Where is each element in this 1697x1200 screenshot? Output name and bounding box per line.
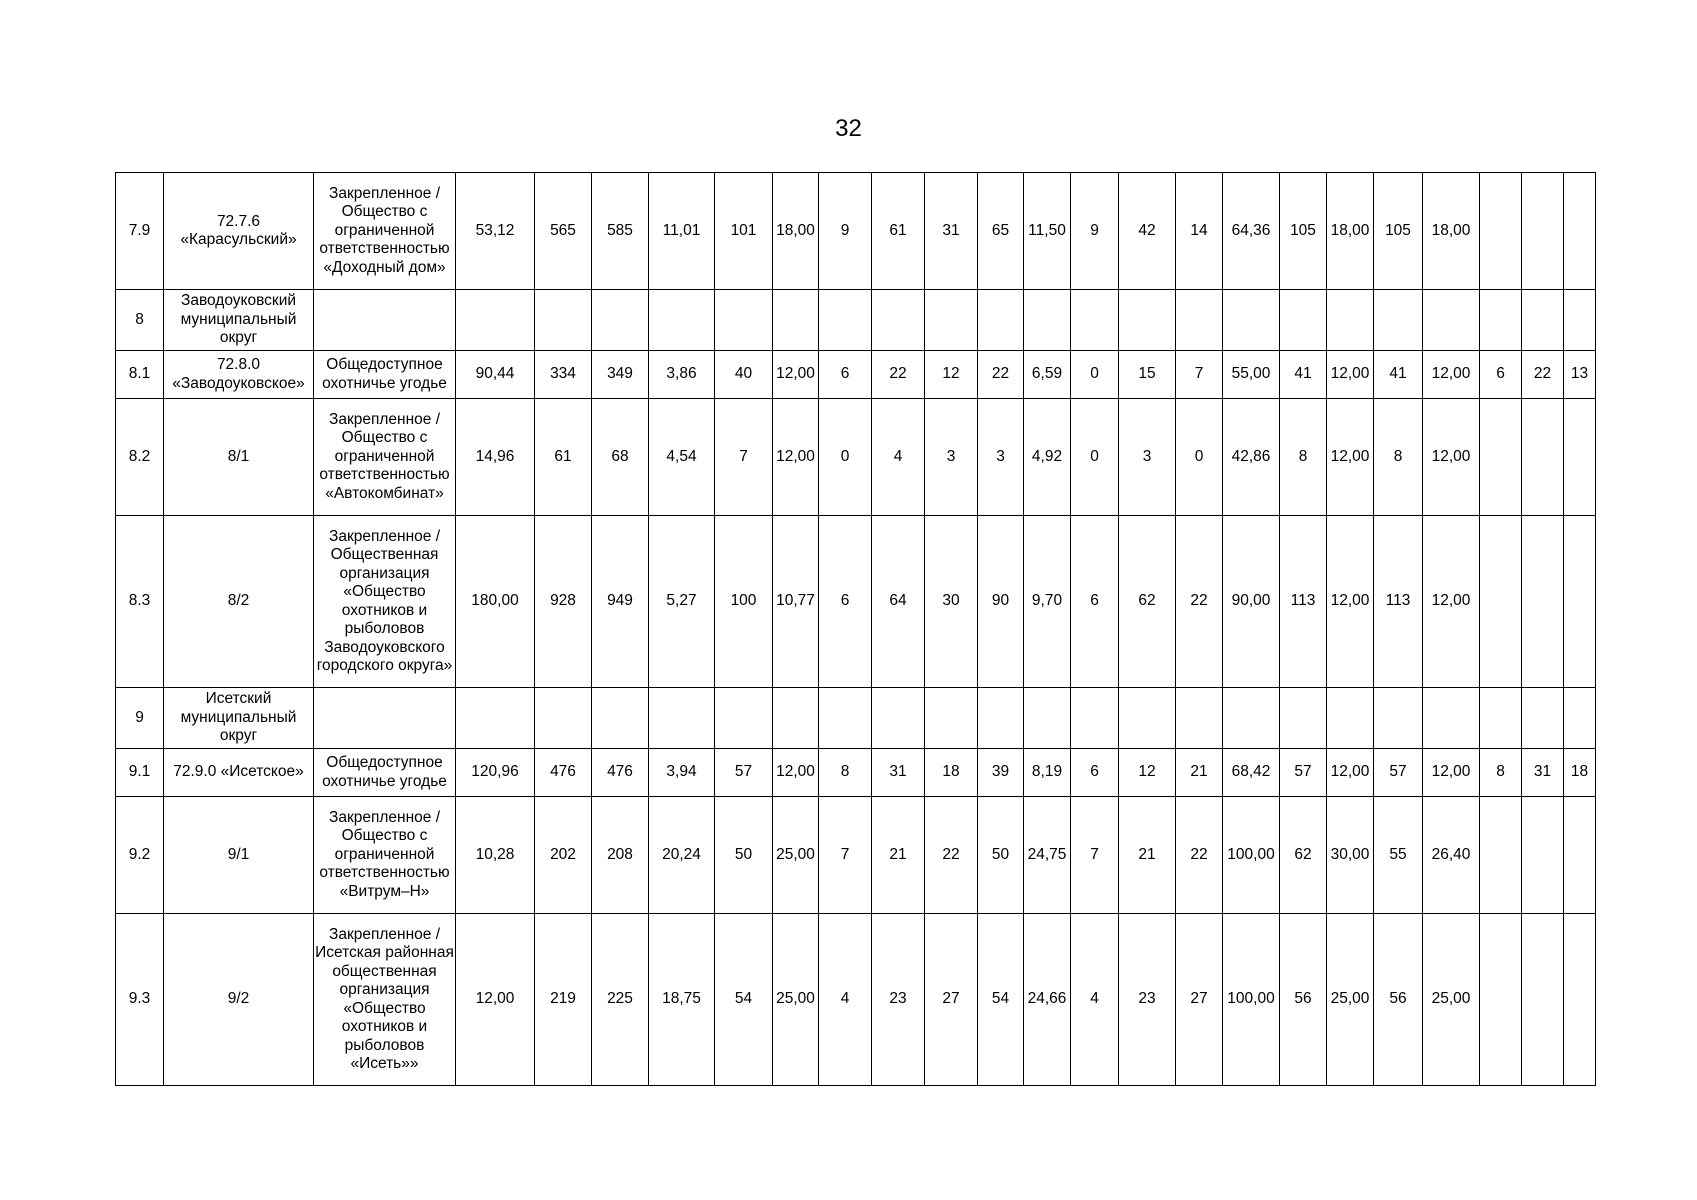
value-cell: 101 [715, 173, 773, 290]
value-cell: 219 [535, 914, 592, 1086]
value-cell: 100,00 [1223, 797, 1280, 914]
value-cell: 20,24 [649, 797, 715, 914]
value-cell: 64 [872, 516, 925, 688]
value-cell [1176, 290, 1223, 351]
value-cell [1223, 688, 1280, 749]
value-cell [715, 290, 773, 351]
value-cell [1423, 688, 1480, 749]
value-cell: 12,00 [1327, 516, 1374, 688]
value-cell: 0 [1071, 399, 1119, 516]
value-cell: 22 [1522, 351, 1564, 399]
value-cell: 4,54 [649, 399, 715, 516]
value-cell: 12,00 [773, 351, 819, 399]
value-cell: 0 [1176, 399, 1223, 516]
value-cell: 12,00 [1423, 351, 1480, 399]
value-cell: 3,86 [649, 351, 715, 399]
value-cell: 11,50 [1024, 173, 1071, 290]
value-cell: 949 [592, 516, 649, 688]
value-cell: 7 [819, 797, 872, 914]
value-cell: 12,00 [1423, 399, 1480, 516]
value-cell: 12,00 [456, 914, 535, 1086]
value-cell [1522, 688, 1564, 749]
row-number-cell: 7.9 [116, 173, 164, 290]
value-cell: 61 [872, 173, 925, 290]
value-cell: 334 [535, 351, 592, 399]
value-cell: 12 [1119, 749, 1176, 797]
value-cell: 62 [1280, 797, 1327, 914]
value-cell: 8 [819, 749, 872, 797]
value-cell [1176, 688, 1223, 749]
value-cell [456, 290, 535, 351]
table-row [116, 173, 1596, 290]
value-cell: 24,66 [1024, 914, 1071, 1086]
value-cell: 12,00 [1327, 399, 1374, 516]
ground-type-cell: Закрепленное / Исетская районная общественная организация «Общество охотников и рыболовов «Исеть»» [314, 914, 456, 1086]
value-cell [925, 290, 978, 351]
value-cell [1522, 399, 1564, 516]
value-cell [1564, 173, 1596, 290]
value-cell: 57 [1374, 749, 1423, 797]
value-cell: 9 [1071, 173, 1119, 290]
table-row [116, 351, 1596, 399]
value-cell: 105 [1374, 173, 1423, 290]
value-cell: 120,96 [456, 749, 535, 797]
value-cell: 225 [592, 914, 649, 1086]
value-cell: 113 [1280, 516, 1327, 688]
value-cell: 68 [592, 399, 649, 516]
value-cell: 30,00 [1327, 797, 1374, 914]
value-cell [978, 688, 1024, 749]
value-cell [1071, 688, 1119, 749]
value-cell: 21 [1119, 797, 1176, 914]
value-cell [1522, 797, 1564, 914]
value-cell: 18,00 [1423, 173, 1480, 290]
value-cell: 41 [1374, 351, 1423, 399]
value-cell [773, 688, 819, 749]
row-number-cell: 9.3 [116, 914, 164, 1086]
value-cell [1564, 290, 1596, 351]
value-cell: 42 [1119, 173, 1176, 290]
value-cell [1564, 797, 1596, 914]
value-cell: 4 [1071, 914, 1119, 1086]
ground-name-cell: 9/1 [164, 797, 314, 914]
value-cell: 31 [872, 749, 925, 797]
value-cell [1480, 914, 1522, 1086]
value-cell: 24,75 [1024, 797, 1071, 914]
value-cell: 23 [1119, 914, 1176, 1086]
value-cell: 25,00 [773, 914, 819, 1086]
ground-type-cell: Закрепленное / Общество с ограниченной ответственностью «Доходный дом» [314, 173, 456, 290]
value-cell: 928 [535, 516, 592, 688]
value-cell: 12,00 [773, 399, 819, 516]
value-cell [978, 290, 1024, 351]
value-cell: 476 [535, 749, 592, 797]
value-cell: 7 [715, 399, 773, 516]
value-cell: 7 [1071, 797, 1119, 914]
hunting-grounds-table [115, 172, 1596, 1086]
value-cell [1024, 688, 1071, 749]
value-cell: 25,00 [773, 797, 819, 914]
ground-name-cell: 8/2 [164, 516, 314, 688]
value-cell [649, 290, 715, 351]
value-cell [819, 688, 872, 749]
value-cell [1480, 290, 1522, 351]
table-row [116, 749, 1596, 797]
value-cell: 90 [978, 516, 1024, 688]
page-number: 32 [835, 115, 862, 142]
value-cell [535, 688, 592, 749]
value-cell: 57 [1280, 749, 1327, 797]
value-cell: 14 [1176, 173, 1223, 290]
value-cell: 30 [925, 516, 978, 688]
value-cell: 4,92 [1024, 399, 1071, 516]
value-cell [872, 688, 925, 749]
ground-name-cell: Заводоуковский муниципальный округ [164, 290, 314, 351]
value-cell: 57 [715, 749, 773, 797]
table-row [116, 797, 1596, 914]
value-cell: 8 [1374, 399, 1423, 516]
value-cell [1119, 688, 1176, 749]
value-cell: 180,00 [456, 516, 535, 688]
value-cell: 54 [715, 914, 773, 1086]
value-cell [1374, 290, 1423, 351]
row-number-cell: 8.1 [116, 351, 164, 399]
value-cell [1480, 399, 1522, 516]
ground-type-cell: Закрепленное / Общество с ограниченной ответственностью «Витрум–Н» [314, 797, 456, 914]
table-row [116, 290, 1596, 351]
value-cell: 6 [819, 516, 872, 688]
value-cell: 9,70 [1024, 516, 1071, 688]
value-cell: 54 [978, 914, 1024, 1086]
value-cell [1564, 516, 1596, 688]
value-cell: 50 [715, 797, 773, 914]
value-cell [592, 290, 649, 351]
value-cell: 0 [819, 399, 872, 516]
ground-name-cell: 9/2 [164, 914, 314, 1086]
value-cell: 25,00 [1327, 914, 1374, 1086]
value-cell: 64,36 [1223, 173, 1280, 290]
value-cell [1564, 914, 1596, 1086]
value-cell: 12 [925, 351, 978, 399]
value-cell: 202 [535, 797, 592, 914]
value-cell [715, 688, 773, 749]
ground-type-cell [314, 290, 456, 351]
value-cell [1223, 290, 1280, 351]
value-cell [819, 290, 872, 351]
value-cell: 22 [1176, 516, 1223, 688]
value-cell [1374, 688, 1423, 749]
row-number-cell: 9 [116, 688, 164, 749]
value-cell: 113 [1374, 516, 1423, 688]
value-cell: 6 [1071, 516, 1119, 688]
value-cell: 22 [872, 351, 925, 399]
value-cell: 55,00 [1223, 351, 1280, 399]
value-cell [535, 290, 592, 351]
value-cell [1280, 688, 1327, 749]
value-cell [1522, 516, 1564, 688]
row-number-cell: 9.2 [116, 797, 164, 914]
value-cell [1327, 688, 1374, 749]
value-cell: 14,96 [456, 399, 535, 516]
value-cell: 50 [978, 797, 1024, 914]
value-cell: 105 [1280, 173, 1327, 290]
row-number-cell: 8.3 [116, 516, 164, 688]
row-number-cell: 8.2 [116, 399, 164, 516]
value-cell: 6,59 [1024, 351, 1071, 399]
ground-name-cell: 72.7.6 «Карасульский» [164, 173, 314, 290]
table-row [116, 399, 1596, 516]
value-cell: 18,75 [649, 914, 715, 1086]
value-cell: 27 [925, 914, 978, 1086]
table-row [116, 688, 1596, 749]
value-cell: 3 [1119, 399, 1176, 516]
value-cell: 27 [1176, 914, 1223, 1086]
value-cell: 3 [978, 399, 1024, 516]
value-cell: 22 [925, 797, 978, 914]
value-cell: 56 [1374, 914, 1423, 1086]
value-cell [1024, 290, 1071, 351]
value-cell: 4 [872, 399, 925, 516]
value-cell: 18,00 [773, 173, 819, 290]
value-cell: 68,42 [1223, 749, 1280, 797]
value-cell [1522, 173, 1564, 290]
value-cell [1280, 290, 1327, 351]
value-cell: 62 [1119, 516, 1176, 688]
ground-type-cell: Общедоступное охотничье угодье [314, 351, 456, 399]
value-cell: 23 [872, 914, 925, 1086]
value-cell: 53,12 [456, 173, 535, 290]
value-cell: 5,27 [649, 516, 715, 688]
value-cell: 476 [592, 749, 649, 797]
value-cell: 90,44 [456, 351, 535, 399]
value-cell: 3,94 [649, 749, 715, 797]
value-cell: 26,40 [1423, 797, 1480, 914]
value-cell: 61 [535, 399, 592, 516]
value-cell [1480, 688, 1522, 749]
value-cell [1480, 516, 1522, 688]
value-cell: 12,00 [1327, 749, 1374, 797]
value-cell [1564, 688, 1596, 749]
value-cell: 565 [535, 173, 592, 290]
ground-name-cell: Исетский муниципальный округ [164, 688, 314, 749]
value-cell [456, 688, 535, 749]
value-cell [925, 688, 978, 749]
ground-type-cell: Закрепленное / Общество с ограниченной ответственностью «Автокомбинат» [314, 399, 456, 516]
ground-type-cell: Общедоступное охотничье угодье [314, 749, 456, 797]
value-cell: 39 [978, 749, 1024, 797]
value-cell: 41 [1280, 351, 1327, 399]
value-cell: 42,86 [1223, 399, 1280, 516]
value-cell: 0 [1071, 351, 1119, 399]
value-cell: 56 [1280, 914, 1327, 1086]
value-cell [773, 290, 819, 351]
value-cell: 22 [1176, 797, 1223, 914]
value-cell: 90,00 [1223, 516, 1280, 688]
value-cell: 13 [1564, 351, 1596, 399]
value-cell [649, 688, 715, 749]
value-cell [1071, 290, 1119, 351]
value-cell: 8,19 [1024, 749, 1071, 797]
value-cell: 18,00 [1327, 173, 1374, 290]
value-cell [872, 290, 925, 351]
value-cell: 349 [592, 351, 649, 399]
value-cell: 31 [925, 173, 978, 290]
value-cell: 12,00 [1423, 749, 1480, 797]
value-cell: 22 [978, 351, 1024, 399]
value-cell: 8 [1480, 749, 1522, 797]
ground-type-cell: Закрепленное / Общественная организация «Общество охотников и рыболовов Заводоуковского городского округа» [314, 516, 456, 688]
value-cell: 100 [715, 516, 773, 688]
value-cell [1327, 290, 1374, 351]
value-cell: 10,77 [773, 516, 819, 688]
value-cell: 8 [1280, 399, 1327, 516]
value-cell: 3 [925, 399, 978, 516]
value-cell [1423, 290, 1480, 351]
value-cell: 12,00 [773, 749, 819, 797]
value-cell: 6 [819, 351, 872, 399]
value-cell: 12,00 [1423, 516, 1480, 688]
value-cell: 4 [819, 914, 872, 1086]
ground-name-cell: 72.8.0 «Заводоуковское» [164, 351, 314, 399]
table-row [116, 914, 1596, 1086]
row-number-cell: 9.1 [116, 749, 164, 797]
value-cell [1119, 290, 1176, 351]
value-cell [1522, 914, 1564, 1086]
ground-type-cell [314, 688, 456, 749]
value-cell: 40 [715, 351, 773, 399]
value-cell [1564, 399, 1596, 516]
value-cell: 6 [1480, 351, 1522, 399]
value-cell [1480, 797, 1522, 914]
ground-name-cell: 72.9.0 «Исетское» [164, 749, 314, 797]
value-cell: 100,00 [1223, 914, 1280, 1086]
value-cell: 11,01 [649, 173, 715, 290]
value-cell [592, 688, 649, 749]
value-cell: 6 [1071, 749, 1119, 797]
value-cell: 18 [925, 749, 978, 797]
value-cell [1522, 290, 1564, 351]
value-cell: 585 [592, 173, 649, 290]
value-cell: 21 [1176, 749, 1223, 797]
ground-name-cell: 8/1 [164, 399, 314, 516]
value-cell: 208 [592, 797, 649, 914]
row-number-cell: 8 [116, 290, 164, 351]
table-row [116, 516, 1596, 688]
value-cell: 25,00 [1423, 914, 1480, 1086]
value-cell: 31 [1522, 749, 1564, 797]
value-cell: 18 [1564, 749, 1596, 797]
value-cell: 9 [819, 173, 872, 290]
value-cell: 55 [1374, 797, 1423, 914]
value-cell: 12,00 [1327, 351, 1374, 399]
value-cell [1480, 173, 1522, 290]
value-cell: 10,28 [456, 797, 535, 914]
value-cell: 7 [1176, 351, 1223, 399]
value-cell: 15 [1119, 351, 1176, 399]
value-cell: 21 [872, 797, 925, 914]
value-cell: 65 [978, 173, 1024, 290]
